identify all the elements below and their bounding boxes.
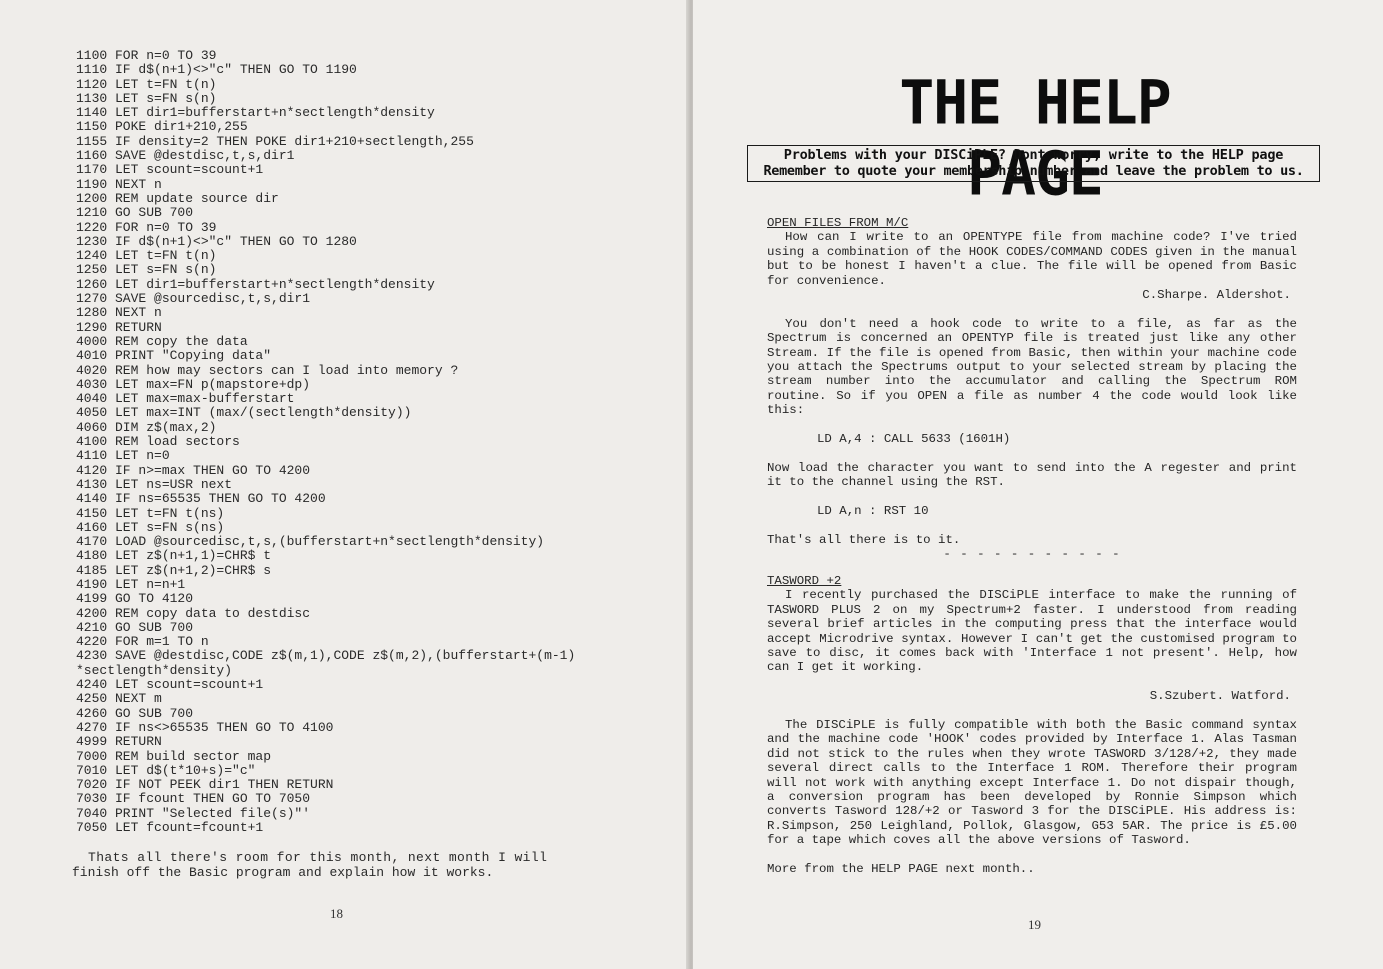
code-line: 4160 LET s=FN s(ns) xyxy=(76,519,225,535)
banner-line-2: Remember to quote your membership number and leave the problem to us. xyxy=(763,163,1304,179)
article-open-files xyxy=(767,216,1297,562)
code-line: 4999 RETURN xyxy=(76,734,162,750)
code-line: 4030 LET max=FN p(mapstore+dp) xyxy=(76,376,311,392)
code-line: 4060 DIM z$(max,2) xyxy=(76,419,217,435)
code-line: 1140 LET dir1=bufferstart+n*sectlength*density xyxy=(76,105,435,121)
article-heading: TASWORD +2 xyxy=(767,574,842,588)
code-line: 4230 SAVE @destdisc,CODE z$(m,1),CODE z$(m,2),(bufferstart+(m-1) xyxy=(76,648,576,664)
code-line: 4180 LET z$(n+1,1)=CHR$ t xyxy=(76,548,272,564)
article-heading: OPEN FILES FROM M/C xyxy=(767,216,909,230)
code-line: 7040 PRINT "Selected file(s)"' xyxy=(76,805,311,821)
code-line: 4020 REM how may sectors can I load into memory ? xyxy=(76,362,459,378)
code-line: 7000 REM build sector map xyxy=(76,748,272,764)
code-line: *sectlength*density) xyxy=(76,662,233,678)
banner-line-1: Problems with your DISCiPLE? Dont worry, write to the HELP page xyxy=(783,147,1284,163)
code-line: 4120 IF n>=max THEN GO TO 4200 xyxy=(76,462,311,478)
code-line: 1210 GO SUB 700 xyxy=(76,205,194,221)
code-line: 1110 IF d$(n+1)<>"c" THEN GO TO 1190 xyxy=(76,62,357,78)
code-line: 4040 LET max=max-bufferstart xyxy=(76,391,295,407)
answer-text: That's all there is to it. xyxy=(767,532,961,547)
code-line: 4010 PRINT "Copying data" xyxy=(76,348,272,364)
code-line: 1280 NEXT n xyxy=(76,305,162,321)
code-line: 4150 LET t=FN t(ns) xyxy=(76,505,225,521)
answer-text: Now load the character you want to send into the A regester and print it to the channel using the RST. xyxy=(767,460,1297,490)
question-text: How can I write to an OPENTYPE file from machine code? I've tried using a combination of the HOOK CODES/COMMAND CODES given in the manual but to be honest I haven't a clue. The file will be opened from Basic for convenience. xyxy=(767,230,1297,288)
code-sample: LD A,4 : CALL 5633 (1601H) xyxy=(817,432,1011,447)
footer-line-1: Thats all there's room for this month, next month I will xyxy=(88,850,548,865)
code-line: 1130 LET s=FN s(n) xyxy=(76,90,217,106)
code-line: 4190 LET n=n+1 xyxy=(76,576,186,592)
code-line: 1155 IF density=2 THEN POKE dir1+210+sectlength,255 xyxy=(76,133,474,149)
code-sample: LD A,n : RST 10 xyxy=(817,504,929,519)
code-line: 4220 FOR m=1 TO n xyxy=(76,634,209,650)
code-line: 4250 NEXT m xyxy=(76,691,162,707)
code-line: 1150 POKE dir1+210,255 xyxy=(76,119,248,135)
code-line: 4200 REM copy data to destdisc xyxy=(76,605,311,621)
code-line: 1190 NEXT n xyxy=(76,176,162,192)
code-line: 1170 LET scount=scount+1 xyxy=(76,162,264,178)
code-line: 1160 SAVE @destdisc,t,s,dir1 xyxy=(76,148,295,164)
intro-banner xyxy=(747,145,1320,182)
code-line: 4170 LOAD @sourcedisc,t,s,(bufferstart+n*sectlength*density) xyxy=(76,534,545,550)
question-author: C.Sharpe. Aldershot. xyxy=(1142,288,1291,303)
code-line: 7030 IF fcount THEN GO TO 7050 xyxy=(76,791,311,807)
code-line: 4185 LET z$(n+1,2)=CHR$ s xyxy=(76,562,272,578)
code-line: 4210 GO SUB 700 xyxy=(76,619,194,635)
footer-line-2: finish off the Basic program and explain how it works. xyxy=(72,865,494,880)
answer-text: The DISCiPLE is fully compatible with both the Basic command syntax and the machine code 'HOOK' codes provided by Interface 1. Alas Tasman did not stick to the rules when they wrote TASWORD 3/128/+2, they made several direct calls to the Interface 1 ROM. Therefore their program will not work with anything except Interface 1. Do not dispair though, a conversion program has been developed by Ronnie Simpson which converts Tasword 128/+2 or Tasword 3 for the DISCiPLE. His address is: R.Simpson, 250 Leighland, Pollok, Glasgow, G53 5AR. The price is £5.00 for a tape which coves all the above versions of Tasword. xyxy=(767,718,1297,848)
code-line: 4199 GO TO 4120 xyxy=(76,591,194,607)
code-line: 4140 IF ns=65535 THEN GO TO 4200 xyxy=(76,491,326,507)
code-line: 1250 LET s=FN s(n) xyxy=(76,262,217,278)
code-line: 1260 LET dir1=bufferstart+n*sectlength*density xyxy=(76,276,435,292)
code-line: 4270 IF ns<>65535 THEN GO TO 4100 xyxy=(76,719,334,735)
basic-code-listing xyxy=(76,49,676,835)
code-line: 1270 SAVE @sourcedisc,t,s,dir1 xyxy=(76,291,311,307)
code-line: 4260 GO SUB 700 xyxy=(76,705,194,721)
right-page xyxy=(693,0,1383,969)
code-line: 4240 LET scount=scount+1 xyxy=(76,677,264,693)
code-line: 7020 IF NOT PEEK dir1 THEN RETURN xyxy=(76,777,334,793)
code-line: 4050 LET max=INT (max/(sectlength*density)) xyxy=(76,405,412,421)
question-text: I recently purchased the DISCiPLE interface to make the running of TASWORD PLUS 2 on my Spectrum+2 faster. I understood from reading several brief articles in the computing press that the interface would accept Microdrive syntax. However I can't get the customised program to save to disc, it comes back with 'Interface 1 not present'. Help, how can I get it working. xyxy=(767,588,1297,675)
separator: - - - - - - - - - - - xyxy=(943,547,1121,562)
code-line: 1290 RETURN xyxy=(76,319,162,335)
left-footer-text xyxy=(72,850,632,880)
left-page xyxy=(0,0,690,969)
closing-text: More from the HELP PAGE next month.. xyxy=(767,862,1035,877)
code-line: 4110 LET n=0 xyxy=(76,448,170,464)
page-number-left: 18 xyxy=(330,906,343,921)
code-line: 1200 REM update source dir xyxy=(76,190,279,206)
code-line: 4100 REM load sectors xyxy=(76,434,240,450)
code-line: 7050 LET fcount=fcount+1 xyxy=(76,820,264,836)
page-title: THE HELP PAGE xyxy=(899,66,1171,210)
code-line: 4000 REM copy the data xyxy=(76,333,248,349)
page-number-right: 19 xyxy=(1028,917,1041,932)
code-line: 4130 LET ns=USR next xyxy=(76,476,233,492)
answer-text: You don't need a hook code to write to a file, as far as the Spectrum is concerned an OPENTYP file is treated just like any other Stream. If the file is opened from Basic, then within your machine code you attach the Spectrums output to your selected stream by placing the stream number into the accumulator and calling the Spectrum ROM routine. So if you OPEN a file as number 4 the code would look like this: xyxy=(767,316,1297,418)
code-line: 1220 FOR n=0 TO 39 xyxy=(76,219,217,235)
code-line: 1100 FOR n=0 TO 39 xyxy=(76,48,217,63)
code-line: 1230 IF d$(n+1)<>"c" THEN GO TO 1280 xyxy=(76,233,357,249)
code-line: 1120 LET t=FN t(n) xyxy=(76,76,217,92)
question-author: S.Szubert. Watford. xyxy=(1149,689,1291,704)
code-line: 7010 LET d$(t*10+s)="c" xyxy=(76,762,256,778)
article-tasword xyxy=(767,574,1297,876)
code-line: 1240 LET t=FN t(n) xyxy=(76,248,217,264)
